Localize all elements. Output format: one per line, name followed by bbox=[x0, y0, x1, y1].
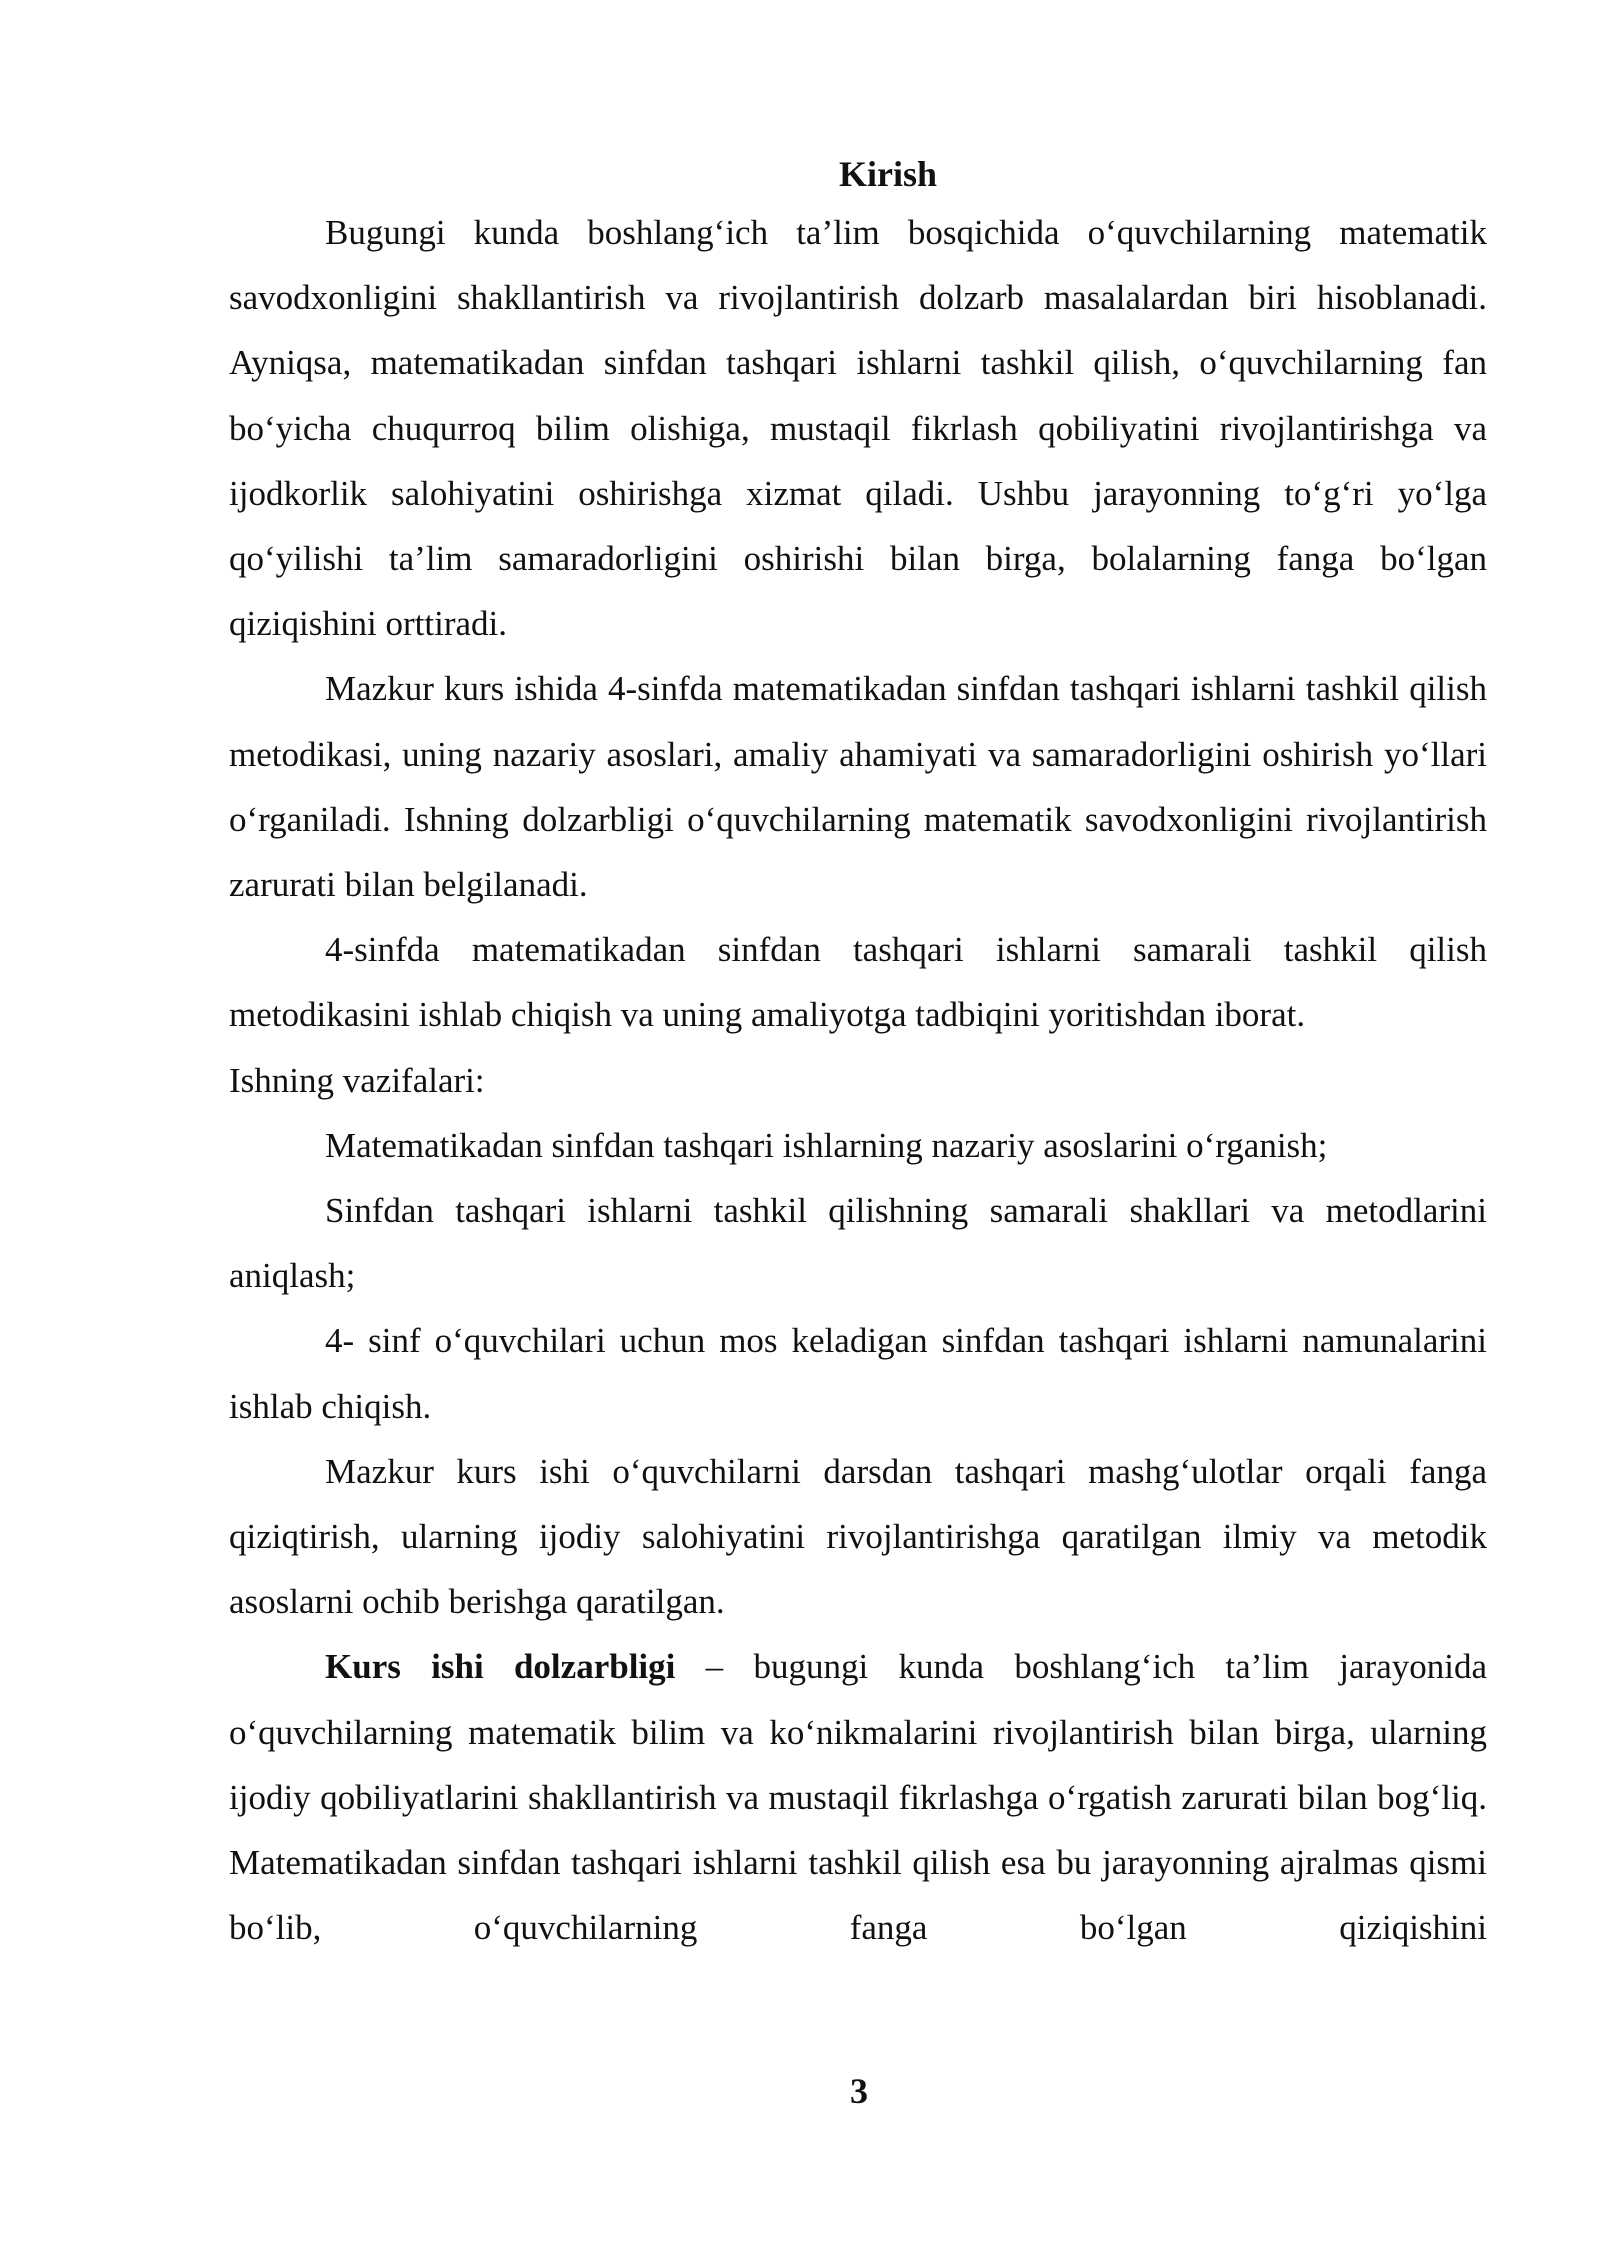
tasks-heading: Ishning vazifalari: bbox=[229, 1060, 485, 1100]
task-item-1: Matematikadan sinfdan tashqari ishlarning nazariy asoslarini o‘rganish; bbox=[325, 1125, 1328, 1165]
paragraph-goal: 4-sinfda matematikadan sinfdan tashqari ishlarni samarali tashkil qilish metodikasini ishlab chiqish va uning amaliyotga tadbiqini yoritishdan iborat. bbox=[229, 930, 1487, 1035]
document-page bbox=[229, 148, 1487, 1960]
relevance-label: Kurs ishi dolzarbligi bbox=[325, 1647, 676, 1687]
task-item-2: Sinfdan tashqari ishlarni tashkil qilishning samarali shakllari va metodlarini aniqlash; bbox=[229, 1191, 1487, 1296]
relevance-text: – bugungi kunda boshlang‘ich ta’lim jarayonida o‘quvchilarning matematik bilim va ko‘nikmalarini rivojlantirish bilan birga, ularning ijodiy qobiliyatlarini shakllantirish va mustaqil fikrlashga o‘rgatish zarurati bilan bog‘liq. Matematikadan sinfdan tashqari ishlarni tashkil qilish esa bu jarayonning ajralmas qismi bo‘lib, o‘quvchilarning fanga bo‘lgan qiziqishini bbox=[229, 1647, 1487, 1948]
task-item-3: 4- sinf o‘quvchilari uchun mos keladigan sinfdan tashqari ishlarni namunalarini ishlab chiqish. bbox=[229, 1321, 1487, 1426]
paragraph-relevance bbox=[229, 1634, 1487, 1960]
paragraph-intro: Bugungi kunda boshlang‘ich ta’lim bosqichida o‘quvchilarning matematik savodxonligini shakllantirish va rivojlantirish dolzarb masalalardan biri hisoblanadi. Ayniqsa, matematikadan sinfdan tashqari ishlarni tashkil qilish, o‘quvchilarning fan bo‘yicha chuqurroq bilim olishiga, mustaqil fikrlash qobiliyatini rivojlantirishga va ijodkorlik salohiyatini oshirishga xizmat qiladi. Ushbu jarayonning to‘g‘ri yo‘lga qo‘yilishi ta’lim samaradorligini oshirishi bilan birga, bolalarning fanga bo‘lgan qiziqishini orttiradi. bbox=[229, 213, 1487, 644]
paragraph-course-work: Mazkur kurs ishida 4-sinfda matematikadan sinfdan tashqari ishlarni tashkil qilish metodikasi, uning nazariy asoslari, amaliy ahamiyati va samaradorligini oshirish yo‘llari o‘rganiladi. Ishning dolzarbligi o‘quvchilarning matematik savodxonligini rivojlantirish zarurati bilan belgilanadi. bbox=[229, 669, 1487, 905]
paragraph-summary: Mazkur kurs ishi o‘quvchilarni darsdan tashqari mashg‘ulotlar orqali fanga qiziqtirish, ularning ijodiy salohiyatini rivojlantirishga qaratilgan ilmiy va metodik asoslarni ochib berishga qaratilgan. bbox=[229, 1451, 1487, 1622]
section-title: Kirish bbox=[838, 154, 937, 194]
page-number: 3 bbox=[850, 2071, 868, 2111]
